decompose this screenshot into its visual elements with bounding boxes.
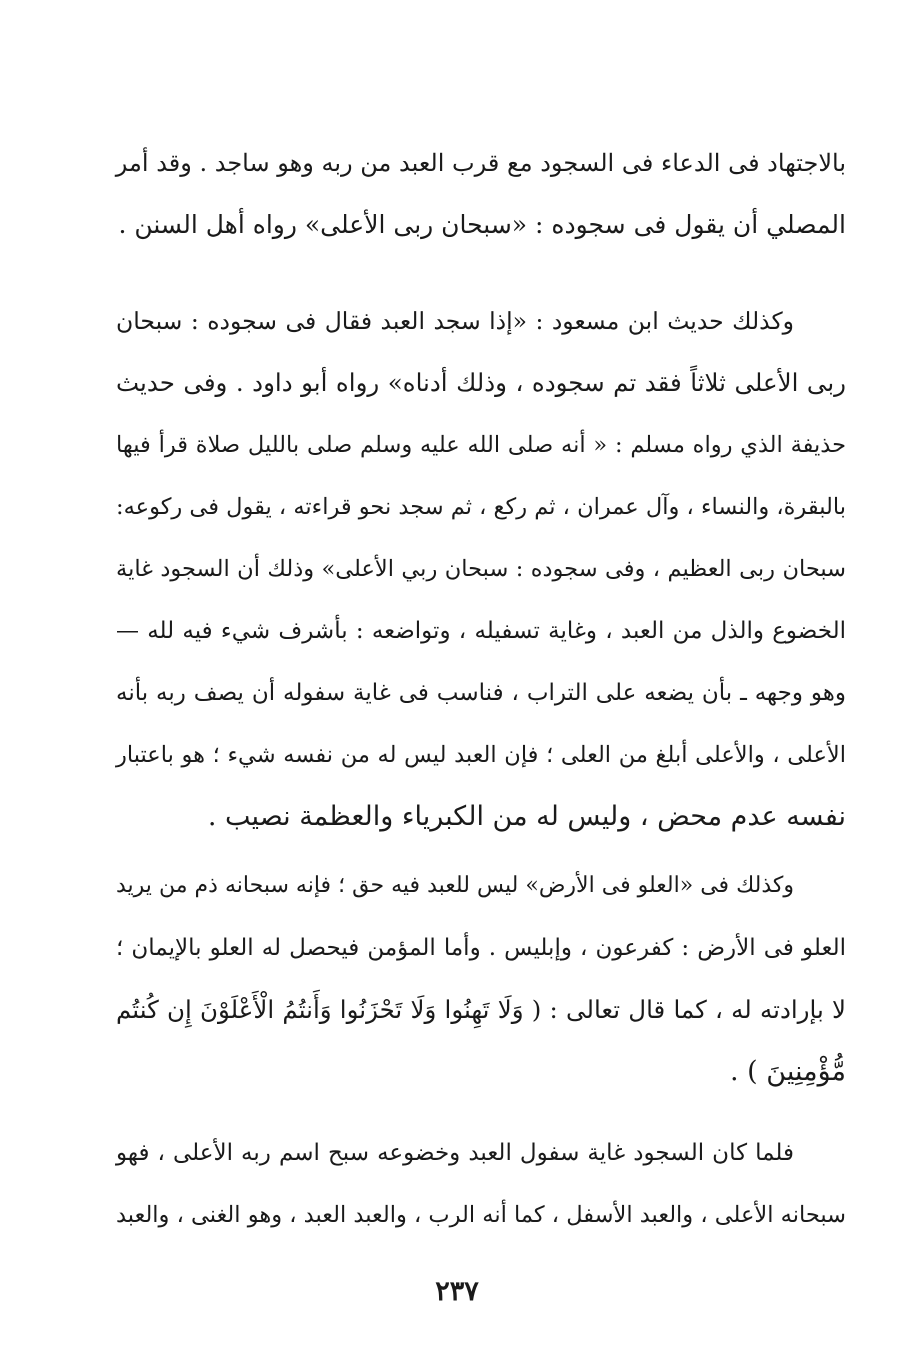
- paragraph-2: [116, 290, 846, 848]
- text-line: فلما كان السجود غاية سفول العبد وخضوعه سبح اسم ربه الأعلى ، فهو: [116, 1140, 794, 1166]
- text-line: المصلي أن يقول فى سجوده : «سبحان ربى الأعلى» رواه أهل السنن .: [118, 210, 846, 239]
- text-line: بالاجتهاد فى الدعاء فى السجود مع قرب العبد من ربه وهو ساجد . وقد أمر: [115, 149, 846, 177]
- text-line: الخضوع والذل من العبد ، وغاية تسفيله ، وتواضعه : بأشرف شيء فيه لله —: [116, 618, 846, 644]
- paragraph-1: [116, 132, 846, 256]
- text-line: وكذلك حديث ابن مسعود : «إذا سجد العبد فقال فى سجوده : سبحان: [116, 307, 794, 335]
- text-line: وكذلك فى «العلو فى الأرض» ليس للعبد فيه حق ؛ فإنه سبحانه ذم من يريد: [116, 873, 794, 898]
- page-number: ٢٣٧: [435, 1276, 479, 1307]
- text-line: نفسه عدم محض ، وليس له من الكبرياء والعظمة نصيب .: [207, 801, 846, 832]
- paragraph-4: [116, 1122, 846, 1246]
- text-line: بالبقرة، والنساء ، وآل عمران ، ثم ركع ، ثم سجد نحو قراءته ، يقول فى ركوعه:: [116, 494, 846, 520]
- text-line: العلو فى الأرض : كفرعون ، وإبليس . وأما المؤمن فيحصل له العلو بالإيمان ؛: [116, 935, 846, 961]
- paragraph-3: [116, 855, 846, 1103]
- text-line: سبحانه الأعلى ، والعبد الأسفل ، كما أنه الرب ، والعبد العبد ، وهو الغنى ، والعبد: [116, 1202, 846, 1228]
- text-line: ربى الأعلى ثلاثاً فقد تم سجوده ، وذلك أدناه» رواه أبو داود . وفى حديث: [116, 368, 846, 397]
- text-line: سبحان ربى العظيم ، وفى سجوده : سبحان ربي الأعلى» وذلك أن السجود غاية: [116, 556, 846, 582]
- text-line: وهو وجهه ـ بأن يضعه على التراب ، فناسب فى غاية سفوله أن يصف ربه بأنه: [116, 680, 846, 706]
- text-line: حذيفة الذي رواه مسلم : « أنه صلى الله عليه وسلم صلى بالليل صلاة قرأ فيها: [116, 432, 846, 458]
- quran-verse-line: لا بإرادته له ، كما قال تعالى : ( وَلَا تَهِنُوا وَلَا تَحْزَنُوا وَأَنتُمُ الْأَعْلَوْنَ إِن كُنتُم: [116, 995, 846, 1024]
- text-line: الأعلى ، والأعلى أبلغ من العلى ؛ فإن العبد ليس له من نفسه شيء ؛ هو باعتبار: [116, 742, 846, 768]
- quran-verse-line: مُّؤْمِنِينَ ) .: [729, 1056, 846, 1087]
